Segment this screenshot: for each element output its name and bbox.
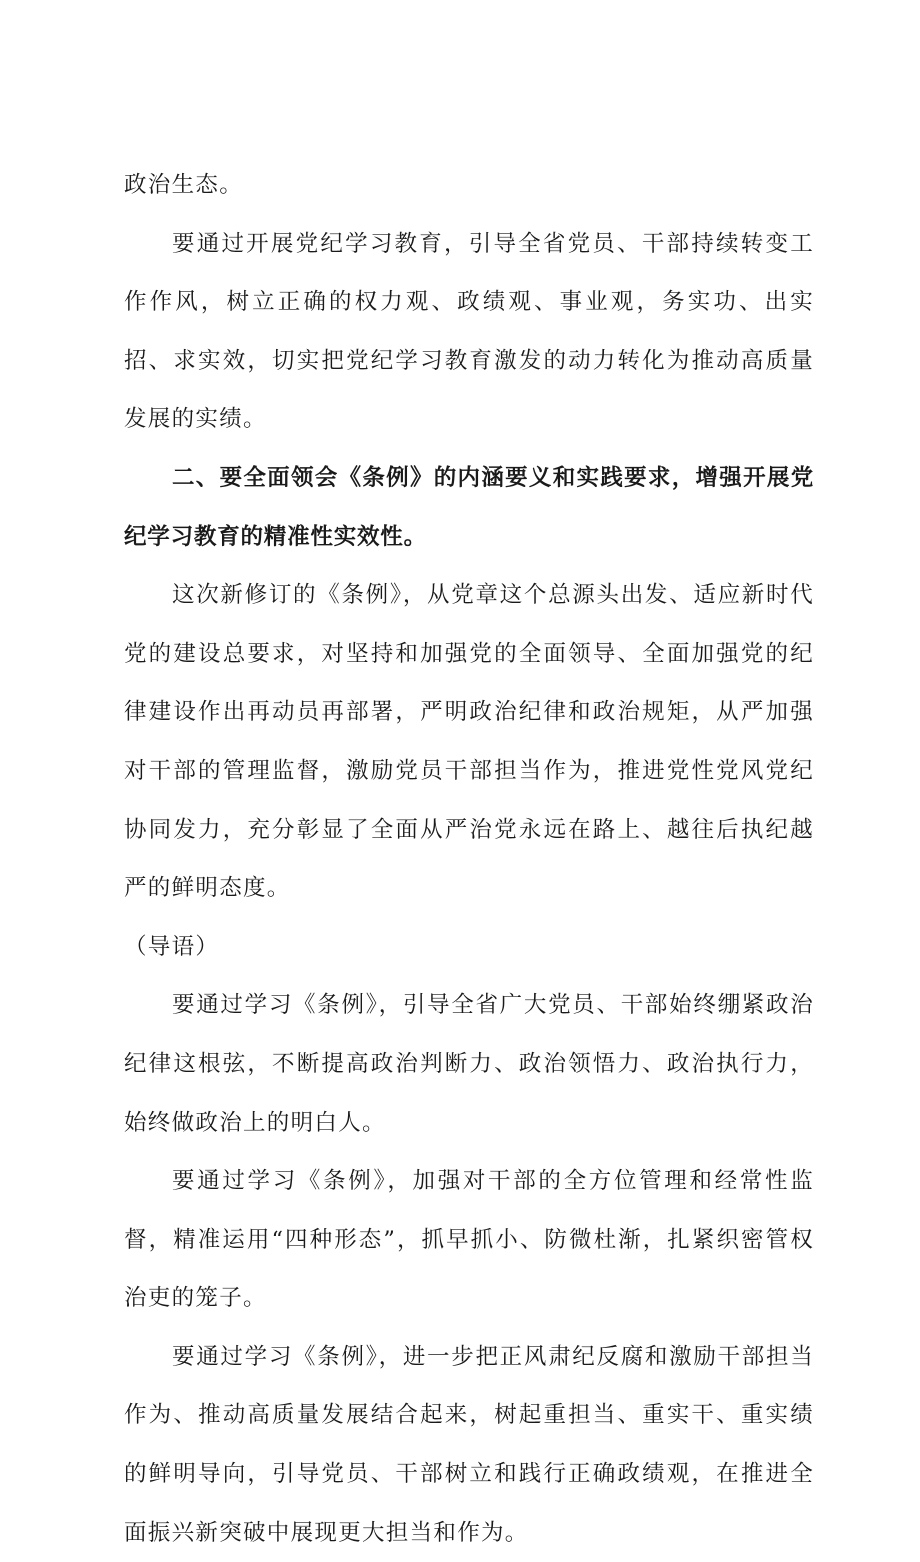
section-heading-two: 二、要全面领会《条例》的内涵要义和实践要求，增强开展党纪学习教育的精准性实效性。 [124, 464, 814, 550]
paragraph-political-discipline: 要通过学习《条例》，引导全省广大党员、干部始终绷紧政治纪律这根弦，不断提高政治判断力、政治领悟力、政治执行力，始终做政治上的明白人。 [124, 992, 814, 1136]
paragraph-lead-note: （导语） [124, 933, 220, 960]
paragraph-work-style: 要通过开展党纪学习教育，引导全省党员、干部持续转变工作作风，树立正确的权力观、政绩观、事业观，务实功、出实招、求实效，切实把党纪学习教育激发的动力转化为推动高质量发展的实绩。 [124, 230, 814, 433]
paragraph-cadre-supervision: 要通过学习《条例》，加强对干部的全方位管理和经常性监督，精准运用“四种形态”，抓早抓小、防微杜渐，扎紧织密管权治吏的笼子。 [124, 1168, 814, 1312]
paragraph-regulations-intro: 这次新修订的《条例》，从党章这个总源头出发、适应新时代党的建设总要求，对坚持和加强党的全面领导、全面加强党的纪律建设作出再动员再部署，严明政治纪律和政治规矩，从严加强对干部的管理监督，激励党员干部担当作为，推进党性党风党纪协同发力，充分彰显了全面从严治党永远在路上、越往后执纪越严的鲜明态度。 [124, 582, 814, 902]
document-page [124, 156, 814, 1562]
paragraph-continuation: 政治生态。 [124, 172, 244, 198]
paragraph-high-quality-development: 要通过学习《条例》，进一步把正风肃纪反腐和激励干部担当作为、推动高质量发展结合起来，树起重担当、重实干、重实绩的鲜明导向，引导党员、干部树立和践行正确政绩观，在推进全面振兴新突破中展现更大担当和作为。 [124, 1343, 814, 1546]
